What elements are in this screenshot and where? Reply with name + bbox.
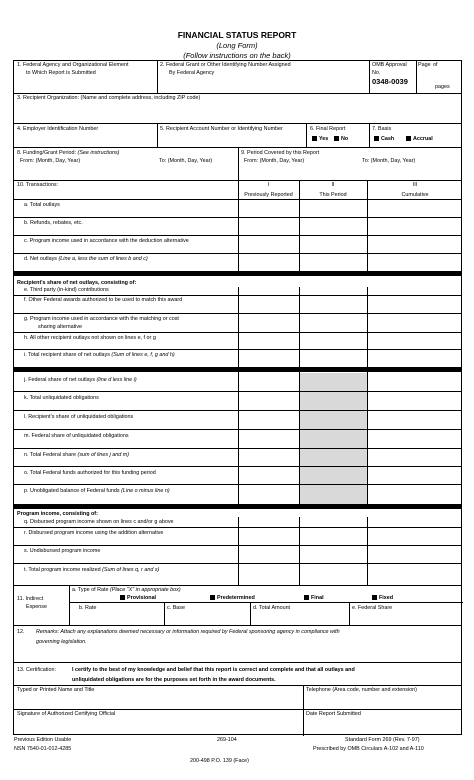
row-p — [24, 488, 170, 495]
row-t-note: (Sum of lines q, r and s) — [102, 567, 160, 573]
fixed-label: Fixed — [379, 595, 394, 601]
row-d — [24, 256, 148, 263]
final-label: Final — [311, 595, 324, 601]
rate-predetermined[interactable] — [210, 595, 255, 602]
col-divider — [367, 287, 368, 505]
period-to-label: To: (Month, Day, Year) — [362, 158, 416, 164]
row-i-note: (Sum of lines e, f, g and h) — [111, 352, 175, 358]
rule — [14, 662, 461, 663]
col-2-number: II — [331, 182, 335, 188]
rate-provisional[interactable] — [120, 595, 156, 602]
certification-text-cont: unliquidated obligations are for the purposes set forth in the award documents. — [72, 677, 276, 683]
rule — [14, 295, 461, 296]
field-2-label: 2. Federal Grant or Other Identifying Number Assigned — [160, 62, 291, 68]
divider — [69, 585, 70, 625]
row-d-note: (Line a, less the sum of lines b and c) — [58, 256, 148, 262]
rate-type-label — [72, 587, 181, 594]
footer-omb-circulars: Prescribed by OMB Circulars A-102 and A-110 — [313, 746, 424, 752]
field-1-label: 1. Federal Agency and Organizational Element — [17, 62, 129, 68]
field-11-label: 11. Indirect — [17, 596, 44, 602]
divider — [369, 123, 370, 147]
row-t — [24, 567, 159, 574]
row-h: h. All other recipient outlays not shown on lines e, f or g — [24, 335, 156, 341]
recipient-share-heading: Recipient's share of net outlays, consisting of: — [17, 280, 137, 286]
footer-code: 269-104 — [217, 737, 237, 743]
row-p-note: (Line o minus line n) — [121, 488, 170, 494]
row-g-cont: sharing alternative — [38, 324, 83, 330]
rule — [14, 625, 461, 626]
row-o: o. Total Federal funds authorized for this funding period — [24, 470, 156, 476]
rule — [14, 217, 461, 218]
row-a: a. Total outlays — [24, 202, 60, 208]
rate-type-note: (Place "X" in appropriate box) — [109, 587, 181, 593]
rule — [14, 585, 461, 586]
omb-approval-label: OMB Approval — [372, 62, 407, 68]
yes-checkbox[interactable] — [312, 136, 317, 141]
row-e: e. Third party (in-kind) contributions — [24, 287, 109, 293]
row-s: s. Undisbursed program income — [24, 548, 101, 554]
row-b: b. Refunds, rebates, etc. — [24, 220, 83, 226]
row-i-label: i. Total recipient share of net outlays — [24, 352, 110, 358]
federal-share-label: e. Federal Share — [352, 605, 393, 611]
field-5-label: 5. Recipient Account Number or Identifying Number — [160, 126, 283, 132]
provisional-label: Provisional — [127, 595, 157, 601]
financial-status-form — [13, 60, 462, 735]
rule — [14, 313, 461, 314]
typed-name-label: Typed or Printed Name and Title — [17, 687, 95, 693]
rule — [14, 563, 461, 564]
row-n-note: (sum of lines j and m) — [77, 452, 130, 458]
final-checkbox[interactable] — [304, 595, 309, 600]
omb-number: 0348-0039 — [372, 77, 408, 86]
row-f: f. Other Federal awards authorized to be used to match this award — [24, 297, 183, 303]
divider — [157, 61, 158, 93]
row-j — [24, 377, 137, 384]
form-subtitle: (Long Form) — [216, 41, 258, 50]
field-11-label-cont: Expense — [26, 604, 47, 610]
section-bar — [14, 504, 461, 509]
base-label: c. Base — [167, 605, 185, 611]
divider — [250, 602, 251, 625]
row-i — [24, 352, 175, 359]
rule — [14, 93, 461, 94]
field-9-label: 9. Period Covered by this Report — [241, 150, 320, 156]
field-8-label — [17, 150, 119, 157]
col-divider — [299, 287, 300, 505]
no-label: No — [341, 136, 349, 142]
final-report-yes[interactable] — [312, 136, 328, 143]
field-6-label: 6. Final Report — [310, 126, 346, 132]
section-bar — [14, 271, 461, 276]
remarks-text-cont: governing legislation. — [36, 639, 87, 645]
field-8-title: 8. Funding/Grant Period: — [17, 150, 77, 156]
period-from-label: From: (Month, Day, Year) — [244, 158, 305, 164]
total-amount-label: d. Total Amount — [253, 605, 291, 611]
rule — [14, 199, 461, 200]
field-3-label: 3. Recipient Organization: (Name and complete address, including ZIP code) — [17, 95, 201, 101]
cash-label: Cash — [381, 136, 395, 142]
section-bar — [14, 367, 461, 372]
row-d-label: d. Net outlays — [24, 256, 57, 262]
row-q: q. Disbursed program income shown on lines c and/or g above — [24, 519, 174, 525]
no-checkbox[interactable] — [334, 136, 339, 141]
col-divider — [238, 287, 239, 505]
fixed-checkbox[interactable] — [372, 595, 377, 600]
rate-final[interactable] — [304, 595, 324, 602]
divider — [306, 123, 307, 147]
page-label: Page — [418, 62, 431, 68]
row-n — [24, 452, 129, 459]
date-submitted-label: Date Report Submitted — [306, 711, 361, 717]
col-3-number: III — [412, 182, 418, 188]
rule — [14, 429, 461, 430]
rule — [14, 545, 461, 546]
col-1-number: I — [267, 182, 270, 188]
rule — [14, 527, 461, 528]
cash-checkbox[interactable] — [374, 136, 379, 141]
field-7-label: 7. Basis — [372, 126, 392, 132]
funding-from-label: From: (Month, Day, Year) — [20, 158, 81, 164]
pages-label: pages — [435, 84, 450, 90]
rule — [14, 466, 461, 467]
accrual-label: Accrual — [413, 136, 433, 142]
program-income-heading: Program income, consisting of: — [17, 511, 98, 517]
rule — [14, 349, 461, 350]
form-instructions: (Follow instructions on the back) — [183, 51, 291, 60]
row-t-label: t. Total program income realized — [24, 567, 101, 573]
rule — [14, 332, 461, 333]
rule — [14, 709, 461, 710]
predetermined-label: Predetermined — [217, 595, 255, 601]
of-label: of — [433, 62, 438, 68]
col-1-header: Previously Reported — [244, 192, 293, 198]
field-8-note: (See instructions) — [77, 150, 120, 156]
row-n-label: n. Total Federal share — [24, 452, 77, 458]
accrual-checkbox[interactable] — [406, 136, 411, 141]
rate-type-title: a. Type of Rate — [72, 587, 109, 593]
rule — [14, 484, 461, 485]
field-1-label-cont: to Which Report is Submitted — [26, 70, 96, 76]
col-3-header: Cumulative — [401, 192, 429, 198]
footer-previous-edition: Previous Edition Usable — [14, 737, 72, 743]
rate-label: b. Rate — [79, 605, 97, 611]
field-13-label: 13. Certification: — [17, 667, 56, 673]
divider — [303, 685, 304, 736]
rule — [14, 448, 461, 449]
rule — [14, 685, 461, 686]
divider — [157, 123, 158, 147]
signature-label: Signature of Authorized Certifying Official — [17, 711, 116, 717]
basis-accrual[interactable] — [406, 136, 433, 143]
divider — [164, 602, 165, 625]
row-j-note: (line d less line i) — [96, 377, 137, 383]
row-p-label: p. Unobligated balance of Federal funds — [24, 488, 120, 494]
row-g: g. Program income used in accordance with the matching or cost — [24, 316, 179, 322]
row-l: l. Recipient's share of unliquidated obligations — [24, 414, 134, 420]
rule — [14, 123, 461, 124]
form-title: FINANCIAL STATUS REPORT — [177, 30, 297, 40]
field-10-label: 10. Transactions: — [17, 182, 59, 188]
divider — [416, 61, 417, 93]
row-k: k. Total unliquidated obligations — [24, 395, 99, 401]
row-r: r. Disbursed program income using the addition alternative — [24, 530, 164, 536]
row-c: c. Program income used in accordance with the deduction alternative — [24, 238, 189, 244]
footer-standard-form: Standard Form 269 (Rev. 7-97) — [345, 737, 420, 743]
row-m: m. Federal share of unliquidated obligations — [24, 433, 129, 439]
remarks-text: Remarks: Attach any explanations deemed necessary or information required by Federal sponsoring agency in compliance with — [36, 629, 340, 635]
provisional-checkbox[interactable] — [120, 595, 125, 600]
predetermined-checkbox[interactable] — [210, 595, 215, 600]
field-4-label: 4. Employer Identification Number — [17, 126, 99, 132]
omb-no-label: No. — [372, 70, 381, 76]
footer-nsn: NSN 7540-01-012-4285 — [14, 746, 72, 752]
rule — [14, 391, 461, 392]
certification-text: I certify to the best of my knowledge and belief that this report is correct and complete and that all outlays and — [72, 667, 355, 673]
funding-to-label: To: (Month, Day, Year) — [159, 158, 213, 164]
rule — [69, 602, 463, 603]
field-2-label-cont: By Federal Agency — [169, 70, 215, 76]
rate-fixed[interactable] — [372, 595, 393, 602]
col-2-header: This Period — [319, 192, 347, 198]
final-report-no[interactable] — [334, 136, 348, 143]
divider — [238, 147, 239, 180]
rule — [14, 410, 461, 411]
rule — [14, 235, 461, 236]
divider — [349, 602, 350, 625]
divider — [369, 61, 370, 93]
footer-print-code: 200-498 P.O. 139 (Face) — [190, 758, 249, 764]
row-j-label: j. Federal share of net outlays — [24, 377, 96, 383]
yes-label: Yes — [319, 136, 329, 142]
telephone-label: Telephone (Area code, number and extension) — [306, 687, 417, 693]
basis-cash[interactable] — [374, 136, 394, 143]
field-12-label: 12. — [17, 629, 25, 635]
rule — [14, 253, 461, 254]
